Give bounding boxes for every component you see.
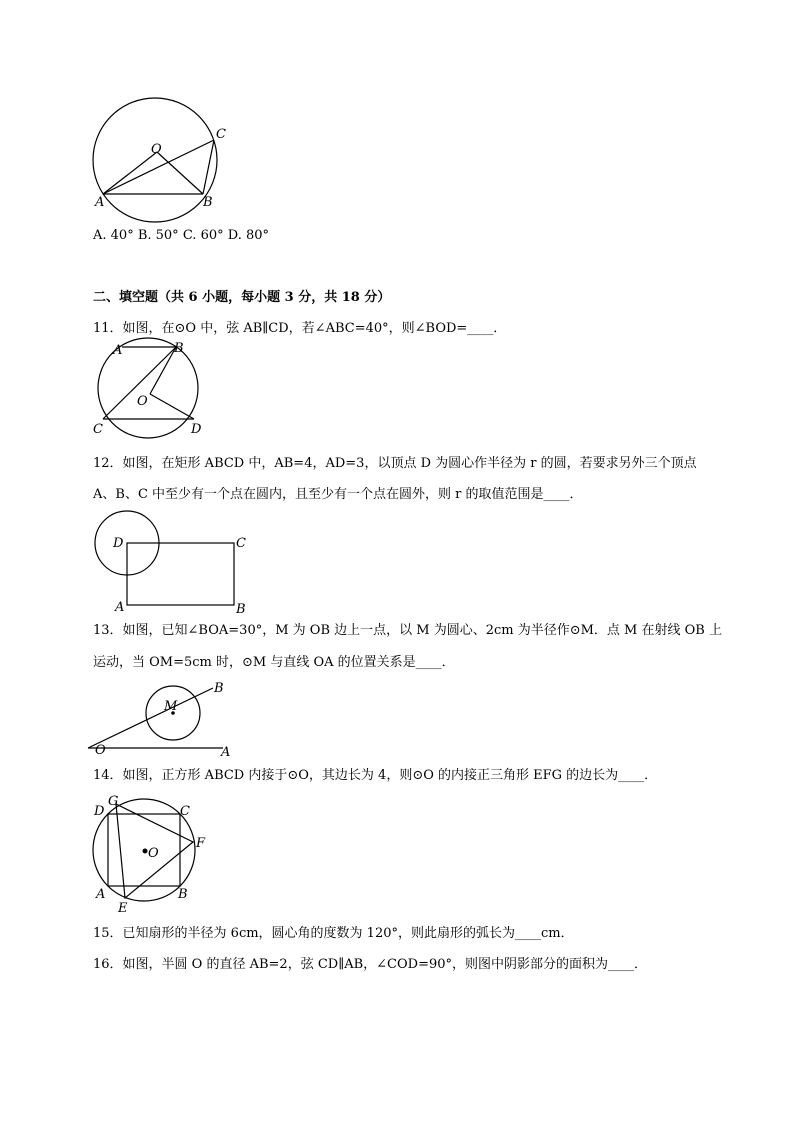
q10-label-c: C	[216, 127, 226, 142]
q12-figure	[88, 505, 258, 620]
q10-line-bc	[203, 140, 214, 194]
q12-rectangle	[127, 543, 234, 605]
q13-figure	[88, 678, 238, 758]
q14-label-b: B	[178, 887, 188, 902]
q12-label-b: B	[236, 602, 246, 617]
q11-text: 11．如图，在⊙O 中，弦 AB∥CD，若∠ABC=40°，则∠BOD=____．	[93, 321, 507, 336]
q14-figure	[88, 790, 218, 915]
q15-text: 15．已知扇形的半径为 6cm，圆心角的度数为 120°，则此扇形的弧长为____cm．	[93, 926, 574, 941]
q12-line1: 12．如图，在矩形 ABCD 中，AB=4，AD=3，以顶点 D 为圆心作半径为 r 的圆，若要求另外三个顶点	[93, 456, 697, 471]
q14-center-o	[143, 849, 148, 854]
q14-label-f: F	[196, 836, 206, 851]
q11-label-c: C	[93, 422, 103, 437]
q11-label-a: A	[113, 343, 123, 358]
q13-label-o: O	[95, 743, 106, 758]
q10-line-oa	[103, 152, 157, 194]
q14-text: 14．如图，正方形 ABCD 内接于⊙O，其边长为 4，则⊙O 的内接正三角形 EFG 的边长为____．	[93, 768, 658, 783]
q11-label-b: B	[174, 341, 184, 356]
q14-label-o: O	[148, 846, 159, 861]
q14-label-a: A	[96, 887, 106, 902]
q13-line1: 13．如图，已知∠BOA=30°，M 为 OB 边上一点，以 M 为圆心、2cm 为半径作⊙M．点 M 在射线 OB 上	[93, 623, 722, 638]
q13-label-m: M	[164, 699, 178, 714]
q11-figure	[88, 340, 213, 440]
q11-line-od	[150, 394, 194, 419]
q12-label-d: D	[113, 536, 124, 551]
q10-options: A. 40° B. 50° C. 60° D. 80°	[93, 228, 270, 243]
q13-label-b: B	[214, 681, 224, 696]
q14-label-c: C	[180, 804, 190, 819]
q16-text: 16．如图，半圆 O 的直径 AB=2，弦 CD∥AB，∠COD=90°，则图中阴影部分的面积为____．	[93, 957, 648, 972]
q10-line-ob	[157, 152, 203, 194]
q12-label-a: A	[115, 600, 125, 615]
section2-heading: 二、填空题（共 6 小题，每小题 3 分，共 18 分）	[93, 290, 391, 305]
q14-label-g: G	[108, 794, 119, 809]
q11-line-ob	[150, 347, 176, 394]
q11-label-d: D	[191, 422, 202, 437]
q14-label-e: E	[118, 901, 128, 916]
q14-label-d: D	[94, 804, 105, 819]
q10-label-b: B	[203, 195, 213, 210]
q10-figure	[85, 90, 245, 220]
q13-label-a: A	[221, 745, 231, 760]
q10-label-a: A	[95, 195, 105, 210]
q13-line2: 运动，当 OM=5cm 时，⊙M 与直线 OA 的位置关系是____．	[93, 655, 455, 670]
q10-circle	[93, 98, 217, 222]
q10-label-o: O	[151, 142, 162, 157]
q12-label-c: C	[236, 536, 246, 551]
q11-label-o: O	[137, 394, 148, 409]
q12-line2: A、B、C 中至少有一个点在圆内，且至少有一个点在圆外，则 r 的取值范围是____．	[93, 487, 583, 502]
